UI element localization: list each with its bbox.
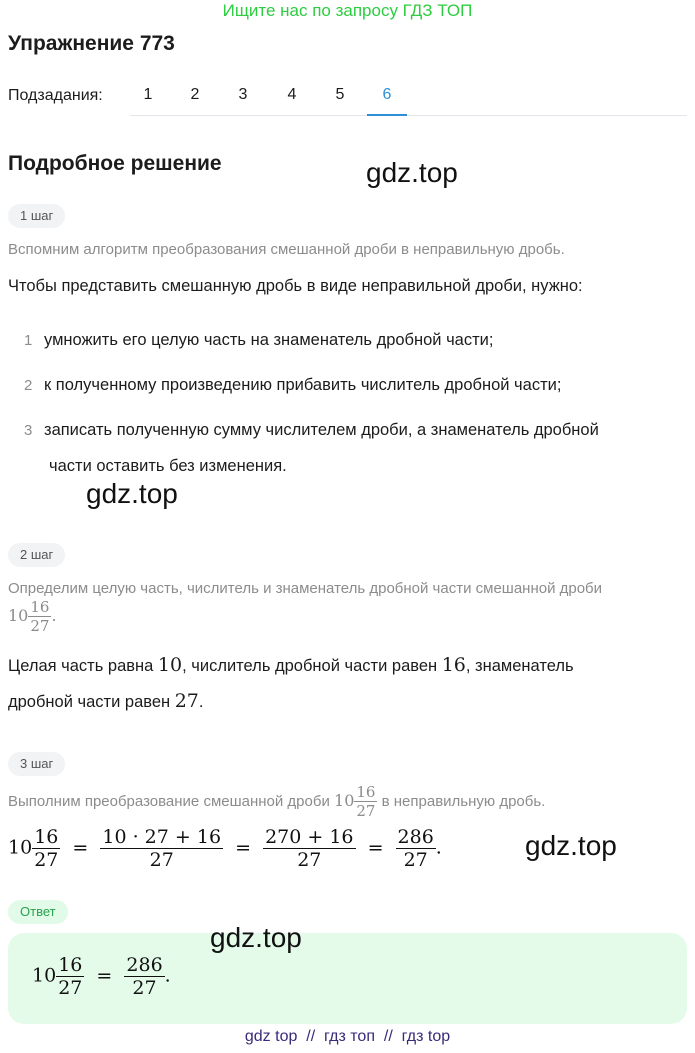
subtask-tab-2[interactable]: 2 [190, 86, 200, 103]
denominator: 27 [30, 617, 50, 635]
step3-hint: Выполним преобразование смешанной дроби 10 $\frac{16}{27}$ в неправильную дробь. [8, 783, 546, 820]
exercise-title: Упражнение 773 [8, 32, 175, 55]
list-number: 3 [24, 422, 33, 439]
subtask-tab-3[interactable]: 3 [238, 86, 248, 103]
step1-intro: Чтобы представить смешанную дробь в виде неправильной дроби, нужно: [8, 277, 583, 295]
watermark: gdz.top [525, 830, 617, 861]
list-item: к полученному произведению прибавить числитель дробной части; [44, 376, 562, 394]
numerator: 16 [30, 598, 50, 616]
step2-hint: Определим целую часть, числитель и знаменатель дробной части смешанной дроби [8, 580, 603, 597]
step2-line2: дробной части равен 27. [8, 690, 204, 712]
step1-hint: Вспомним алгоритм преобразования смешанной дроби в неправильную дробь. [8, 241, 565, 258]
step-badge-2: 2 шаг [8, 543, 65, 567]
subtasks-label: Подзадания: [8, 87, 103, 104]
mixed-fraction: 10 $\frac{16}{27}$ [334, 783, 376, 820]
step3-expression: 10 $\frac{16}{27}$ = $\frac{10 \cdot 27 + 16}{27}$ = $\frac{270 + 16}{27}$ = $\frac{286}{27}$ . [8, 826, 442, 871]
step-badge-3: 3 шаг [8, 752, 65, 776]
step-badge-1: 1 шаг [8, 204, 65, 228]
step2-mixed-fraction: 10 $\frac{16}{27}$ . [8, 598, 57, 635]
subtasks-tabs [130, 78, 687, 116]
list-item: записать полученную сумму числителем дроби, а знаменатель дробной [44, 421, 599, 439]
footer-links[interactable]: gdz top // гдз топ // гдз top [244, 1028, 451, 1045]
whole-part: 10 [8, 606, 29, 625]
subtask-tab-1[interactable]: 1 [143, 86, 153, 103]
list-number: 2 [24, 377, 33, 394]
step2-line1: Целая часть равна 10, числитель дробной части равен 16, знаменатель [8, 654, 574, 676]
subtask-tab-5[interactable]: 5 [335, 86, 345, 103]
answer-expression: 10 $\frac{16}{27}$ = $\frac{286}{27}$ . [32, 954, 171, 999]
list-number: 1 [24, 332, 33, 349]
subtask-tab-4[interactable]: 4 [287, 86, 297, 103]
promo-banner[interactable]: Ищите нас по запросу ГДЗ ТОП [222, 1, 473, 20]
subtask-tab-6[interactable]: 6 [382, 86, 392, 103]
list-item: умножить его целую часть на знаменатель дробной части; [44, 331, 494, 349]
watermark: gdz.top [86, 478, 178, 509]
list-item-continuation: части оставить без изменения. [49, 457, 287, 475]
watermark: gdz.top [366, 157, 458, 188]
section-title: Подробное решение [8, 152, 222, 175]
watermark: gdz.top [210, 922, 302, 953]
answer-badge: Ответ [8, 900, 68, 924]
active-tab-indicator [367, 114, 407, 116]
